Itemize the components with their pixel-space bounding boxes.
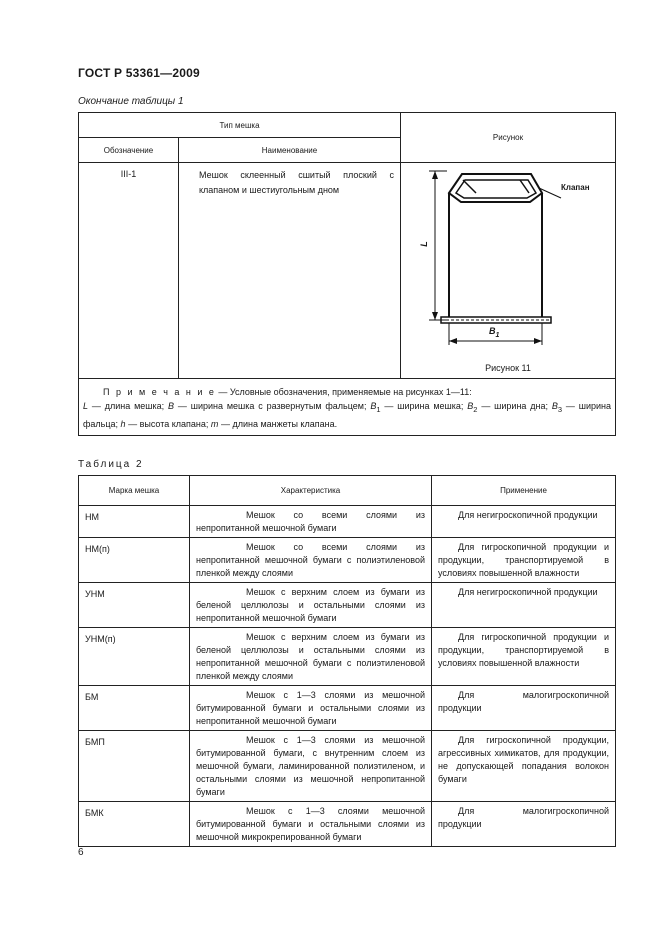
table2-caption: Таблица 2 — [78, 459, 144, 470]
page-number: 6 — [78, 847, 84, 858]
length-label: L — [418, 241, 429, 247]
table2-header-mark: Марка мешка — [79, 476, 190, 506]
table1-head-group: Тип мешка — [79, 113, 401, 138]
valve-label: Клапан — [561, 183, 590, 192]
table2-header-use: Применение — [432, 476, 616, 506]
mark-cell: БМП — [79, 731, 190, 802]
table-row — [79, 628, 616, 686]
table-1 — [78, 112, 616, 436]
table1-caption: Окончание таблицы 1 — [78, 96, 184, 107]
document-title: ГОСТ Р 53361—2009 — [78, 66, 200, 80]
application-cell: Для негигроскопичной продукции — [432, 506, 616, 538]
application-cell: Для негигроскопичной продукции — [432, 583, 616, 628]
mark-cell: УНМ — [79, 583, 190, 628]
table-row — [79, 583, 616, 628]
description-cell: Мешок с верхним слоем из бумаги из беленой целлюлозы и остальными слоями из непропитанной мешочной бумаги — [190, 583, 432, 628]
description-cell: Мешок со всеми слоями из непропитанной мешочной бумаги — [190, 506, 432, 538]
table1-head-figure: Рисунок — [401, 113, 616, 163]
table1-head-name: Наименование — [179, 138, 401, 163]
mark-cell: БМ — [79, 686, 190, 731]
description-cell: Мешок с 1—3 слоями из мешочной битумированной бумаги и остальными слоями из непропитанной мешочной бумаги — [190, 686, 432, 731]
application-cell: Для малогигроскопичной продукции — [432, 686, 616, 731]
mark-cell: НМ(п) — [79, 538, 190, 583]
description-cell: Мешок с 1—3 слоями из мешочной битумированной бумаги, с внутренним слоем из мешочной бумаги, ламинированной полиэтиленом, и остальными слоями из мешочной непропитанной бумаги — [190, 731, 432, 802]
table-row — [79, 538, 616, 583]
application-cell: Для гигроскопичной продукции и продукции, транспортируемой в условиях повышенной влажности — [432, 538, 616, 583]
table1-row-code: III-1 — [79, 163, 179, 379]
table-row — [79, 686, 616, 731]
table1-note: П р и м е ч а н и е — Условные обозначения, применяемые на рисунках 1—11: L — длина мешка; B — ширина мешка с развернутым фальцем; $B_1$ — ширина мешка; $B_2$ — ширина дна; $B_3$ — ширина фальца; h — высота клапана; m — длина манжеты клапана. — [79, 379, 616, 436]
mark-cell: БМК — [79, 802, 190, 847]
application-cell: Для малогигроскопичной продукции — [432, 802, 616, 847]
table-2 — [78, 475, 616, 847]
description-cell: Мешок с верхним слоем из бумаги из беленой целлюлозы и остальными слоями из непропитанной мешочной бумаги с полиэтиленовой пленкой между слоями — [190, 628, 432, 686]
width-label: $B_1$ — [489, 326, 500, 339]
bag-top-inner — [456, 180, 536, 198]
table-row — [79, 731, 616, 802]
table2-header-desc: Характеристика — [190, 476, 432, 506]
mark-cell: НМ — [79, 506, 190, 538]
application-cell: Для гигроскопичной продукции, агрессивных химикатов, для продукции, не допускающей попадания волокон бумаги — [432, 731, 616, 802]
figure-caption: Рисунок 11 — [485, 363, 531, 373]
table-row — [79, 506, 616, 538]
bag-drawing — [401, 163, 616, 379]
figure-11-cell — [401, 163, 616, 379]
table1-head-code: Обозначение — [79, 138, 179, 163]
description-cell: Мешок с 1—3 слоями мешочной битумированной бумаги и остальными слоями из мешочной микрокрепированной бумаги — [190, 802, 432, 847]
table-row — [79, 802, 616, 847]
mark-cell: УНМ(п) — [79, 628, 190, 686]
application-cell: Для гигроскопичной продукции и продукции, транспортируемой в условиях повышенной влажности — [432, 628, 616, 686]
description-cell: Мешок со всеми слоями из непропитанной мешочной бумаги с полиэтиленовой пленкой между слоями — [190, 538, 432, 583]
table1-row-name: Мешок склеенный сшитый плоский с клапаном и шестиугольным дном — [179, 163, 401, 379]
